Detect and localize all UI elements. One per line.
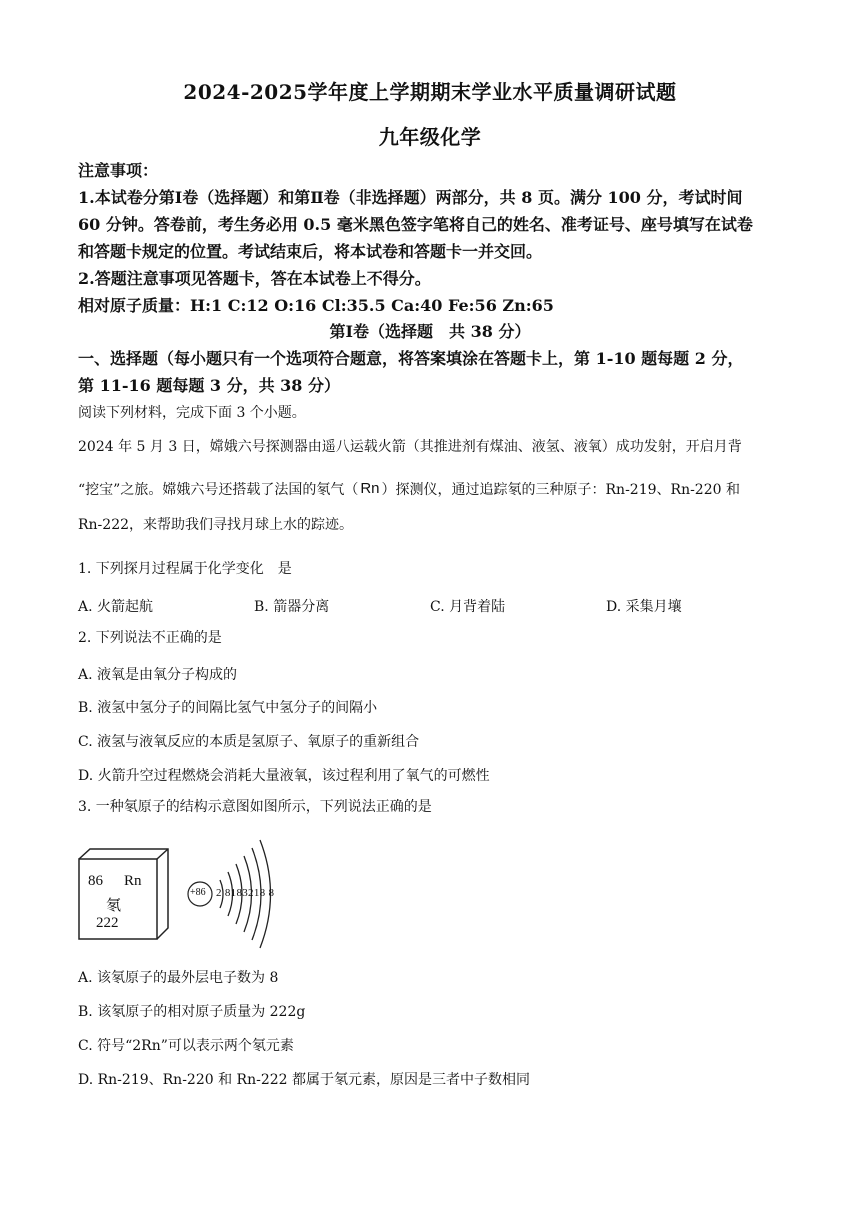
notes-line-2: 60 分钟。答卷前，考生务必用 0.5 毫米黑色签字笔将自己的姓名、准考证号、座号填写在试卷 [78,215,753,234]
atom-structure-diagram [184,832,304,952]
part1-instructions-2: 第 11-16 题每题 3 分，共 38 分） [78,376,340,395]
notes-line-4: 2.答题注意事项见答题卡，答在本试卷上不得分。 [78,269,431,288]
question-1-stem: 1. 下列探月过程属于化学变化 是 [78,561,292,577]
notes-line-1: 1.本试卷分第Ⅰ卷（选择题）和第Ⅱ卷（非选择题）两部分，共 8 页。满分 100 分，考试时间 [78,188,743,207]
material-para-2a: “挖宝”之旅。嫦娥六号还搭载了法国的氡气（ [78,482,359,498]
cube-outline [78,848,170,942]
question-1-option-a[interactable]: A. 火箭起航 [78,599,154,615]
material-para-1: 2024 年 5 月 3 日，嫦娥六号探测器由遥八运载火箭（其推进剂有煤油、液氢、液氧）成功发射，开启月背 [78,439,742,455]
material-intro: 阅读下列材料，完成下面 3 个小题。 [78,405,306,421]
material-para-2 [78,475,788,504]
question-2-option-b[interactable]: B. 液氢中氢分子的间隔比氢气中氢分子的间隔小 [78,700,378,716]
question-2-option-c[interactable]: C. 液氢与液氧反应的本质是氢原子、氧原子的重新组合 [78,734,420,750]
part1-instructions-1: 一、选择题（每小题只有一个选项符合题意，将答案填涂在答题卡上，第 1-10 题每题 2 分， [78,349,744,368]
exam-subtitle: 九年级化学 [378,125,482,149]
question-1-option-b[interactable]: B. 箭器分离 [254,599,330,615]
material-para-2b: ）探测仪，通过追踪氡的三种原子：Rn-219、Rn-220 和 [381,482,740,498]
question-1-option-d[interactable]: D. 采集月壤 [606,599,682,615]
element-mass: 222 [96,915,119,931]
material-para-3: Rn-222，来帮助我们寻找月球上水的踪迹。 [78,517,354,533]
nucleus-charge: +86 [190,887,206,898]
question-2-option-d[interactable]: D. 火箭升空过程燃烧会消耗大量液氧，该过程利用了氧气的可燃性 [78,768,490,784]
atomic-masses: 相对原子质量：H:1 C:12 O:16 Cl:35.5 Ca:40 Fe:56 Zn:65 [78,296,554,315]
shell-electrons: 2 8183218 8 [216,887,275,899]
notes-line-3: 和答题卡规定的位置。考试结束后，将本试卷和答题卡一并交回。 [78,242,543,261]
question-3-option-d[interactable]: D. Rn-219、Rn-220 和 Rn-222 都属于氡元素，原因是三者中子数相同 [78,1072,531,1088]
section-title: 第Ⅰ卷（选择题 共 38 分） [329,322,531,341]
question-3-stem: 3. 一种氡原子的结构示意图如图所示，下列说法正确的是 [78,799,432,815]
notes-heading: 注意事项： [78,161,159,180]
exam-title: 2024-2025学年度上学期期末学业水平质量调研试题 [183,80,677,104]
radon-symbol: Rn [360,480,380,497]
element-atomic-number: 86 [88,873,103,889]
question-2-stem: 2. 下列说法不正确的是 [78,630,222,646]
question-3-option-b[interactable]: B. 该氡原子的相对原子质量为 222g [78,1004,306,1020]
element-symbol: Rn [124,873,142,889]
question-1-option-c[interactable]: C. 月背着陆 [430,599,506,615]
question-2-option-a[interactable]: A. 液氧是由氧分子构成的 [78,667,238,683]
element-name: 氡 [106,898,122,914]
question-3-option-a[interactable]: A. 该氡原子的最外层电子数为 8 [78,970,279,986]
element-card-radon [78,848,168,940]
question-3-option-c[interactable]: C. 符号“2Rn”可以表示两个氡元素 [78,1038,294,1054]
